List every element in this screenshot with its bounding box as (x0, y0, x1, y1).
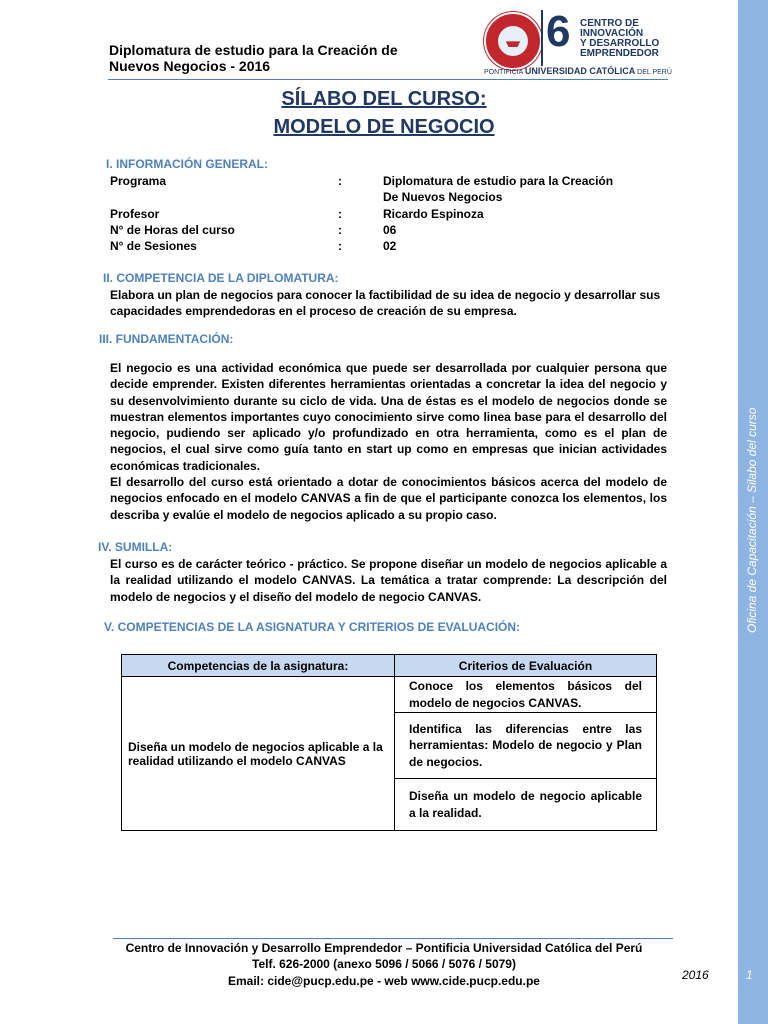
page-number: 1 (746, 968, 753, 982)
table-header-criterios: Criterios de Evaluación (395, 655, 657, 677)
competencia-line1: Elabora un plan de negocios para conocer la factibilidad de su idea de negocio y desarrollar sus (110, 288, 661, 302)
section-heading-sumilla: IV. SUMILLA: (98, 540, 173, 554)
section-heading-competencia: II. COMPETENCIA DE LA DIPLOMATURA: (103, 271, 339, 285)
competencia-cell: Diseña un modelo de negocios aplicable a la realidad utilizando el modelo CANVAS (122, 677, 395, 831)
side-band-text: Oficina de Capacitación – Silabo del curso (745, 407, 759, 633)
header-title-line1: Diplomatura de estudio para la Creación de (109, 42, 398, 58)
section-heading-informacion: I. INFORMACIÓN GENERAL: (106, 157, 268, 171)
info-programa-value-1: Diplomatura de estudio para la Creación (383, 174, 614, 188)
logo-text-line3: Y DESARROLLO (580, 38, 660, 49)
info-horas-value: 06 (383, 223, 397, 237)
section-heading-competencias-criterios: V. COMPETENCIAS DE LA ASIGNATURA Y CRITERIOS DE EVALUACIÓN: (104, 620, 521, 634)
footer-line2: Telf. 626-2000 (anexo 5096 / 5066 / 5076 / 5079) (252, 957, 516, 971)
info-programa-label: Programa (110, 174, 167, 188)
info-sesiones-value: 02 (383, 239, 397, 253)
competencias-table (121, 654, 657, 831)
header-title-line2: Nuevos Negocios - 2016 (109, 58, 271, 74)
document-title-line1: SÍLABO DEL CURSO: (281, 88, 487, 110)
university-seal-logo (484, 12, 542, 70)
info-profesor-label: Profesor (110, 207, 160, 221)
cide-logo-text (580, 19, 659, 59)
criterio-cell-3: Diseña un modelo de negocio aplicable a la realidad. (395, 779, 657, 831)
footer-rule (113, 938, 673, 939)
info-horas-label: N° de Horas del curso (110, 223, 235, 237)
sumilla-text: El curso es de carácter teórico - práctico. Se propone diseñar un modelo de negocios aplicable a la realidad utilizando el modelo CANVAS. La temática a tratar comprende: La descripción del modelo de negocios y el diseño del modelo de negocio CANVAS. (110, 557, 667, 604)
info-programa-value-2: De Nuevos Negocios (383, 190, 503, 204)
logo-text-line2: INNOVACIÓN (580, 28, 644, 39)
header-rule (108, 79, 668, 80)
competencia-text (110, 287, 667, 320)
info-colon: : (338, 174, 342, 188)
footer-year: 2016 (682, 968, 709, 982)
fundamentacion-p2: El desarrollo del curso está orientado a dotar de conocimientos básicos acerca del modelo de negocios enfocado en el modelo CANVAS a fin de que el participante conozca los elementos, los describa y evalúe el modelo de negocios aplicado a su propio caso. (110, 475, 667, 522)
info-colon: : (338, 223, 342, 237)
criterio-cell-2: Identifica las diferencias entre las herramientas: Modelo de negocio y Plan de negocios. (395, 713, 657, 779)
footer-line1: Centro de Innovación y Desarrollo Emprendedor – Pontificia Universidad Católica del Perú (125, 941, 643, 955)
pucp-main: UNIVERSIDAD CATÓLICA (524, 66, 636, 76)
header-title (109, 42, 439, 74)
info-profesor-value: Ricardo Espinoza (383, 207, 484, 221)
logo-text-line4: EMPRENDEDOR (580, 48, 659, 59)
section-heading-fundamentacion: III. FUNDAMENTACIÓN: (99, 332, 234, 346)
cide-logo-mark: 6 (546, 7, 571, 56)
info-colon: : (338, 239, 342, 253)
seal-inner (498, 26, 528, 56)
logo-divider (541, 10, 543, 66)
criterio-cell-1: Conoce los elementos básicos del modelo de negocios CANVAS. (395, 677, 657, 713)
competencia-line2: capacidades emprendedoras en el proceso de creación de su empresa. (110, 304, 517, 319)
logo-text-line1: CENTRO DE (580, 18, 639, 29)
footer-line3: Email: cide@pucp.edu.pe - web www.cide.pucp.edu.pe (228, 974, 540, 988)
pucp-wordmark (484, 66, 672, 76)
document-title-line2: MODELO DE NEGOCIO (273, 116, 495, 138)
pucp-post: DEL PERÚ (637, 69, 672, 76)
info-colon: : (338, 207, 342, 221)
table-header-competencias: Competencias de la asignatura: (122, 655, 395, 677)
pucp-pre: PONTIFICIA (484, 69, 523, 76)
info-sesiones-label: N° de Sesiones (110, 239, 197, 253)
table-header-row (122, 655, 657, 677)
fundamentacion-p1: El negocio es una actividad económica que puede ser desarrollada por cualquier persona que decide emprender. Existen diferentes herramientas orientadas a concretar la idea del negocio y su desenvolvimiento durante su ciclo de vida. Una de éstas es el modelo de negocios donde se muestran elementos importantes cuyo conocimiento sirve como linea base para el desarrollo del negocio, pudiendo ser aplicado y/o profundizado en otra herramienta, como es el plan de negocios, el cual sirve como guía tanto en start up como en empresas que inician actividades económicas tradicionales. (110, 361, 667, 473)
table-row (122, 677, 657, 713)
